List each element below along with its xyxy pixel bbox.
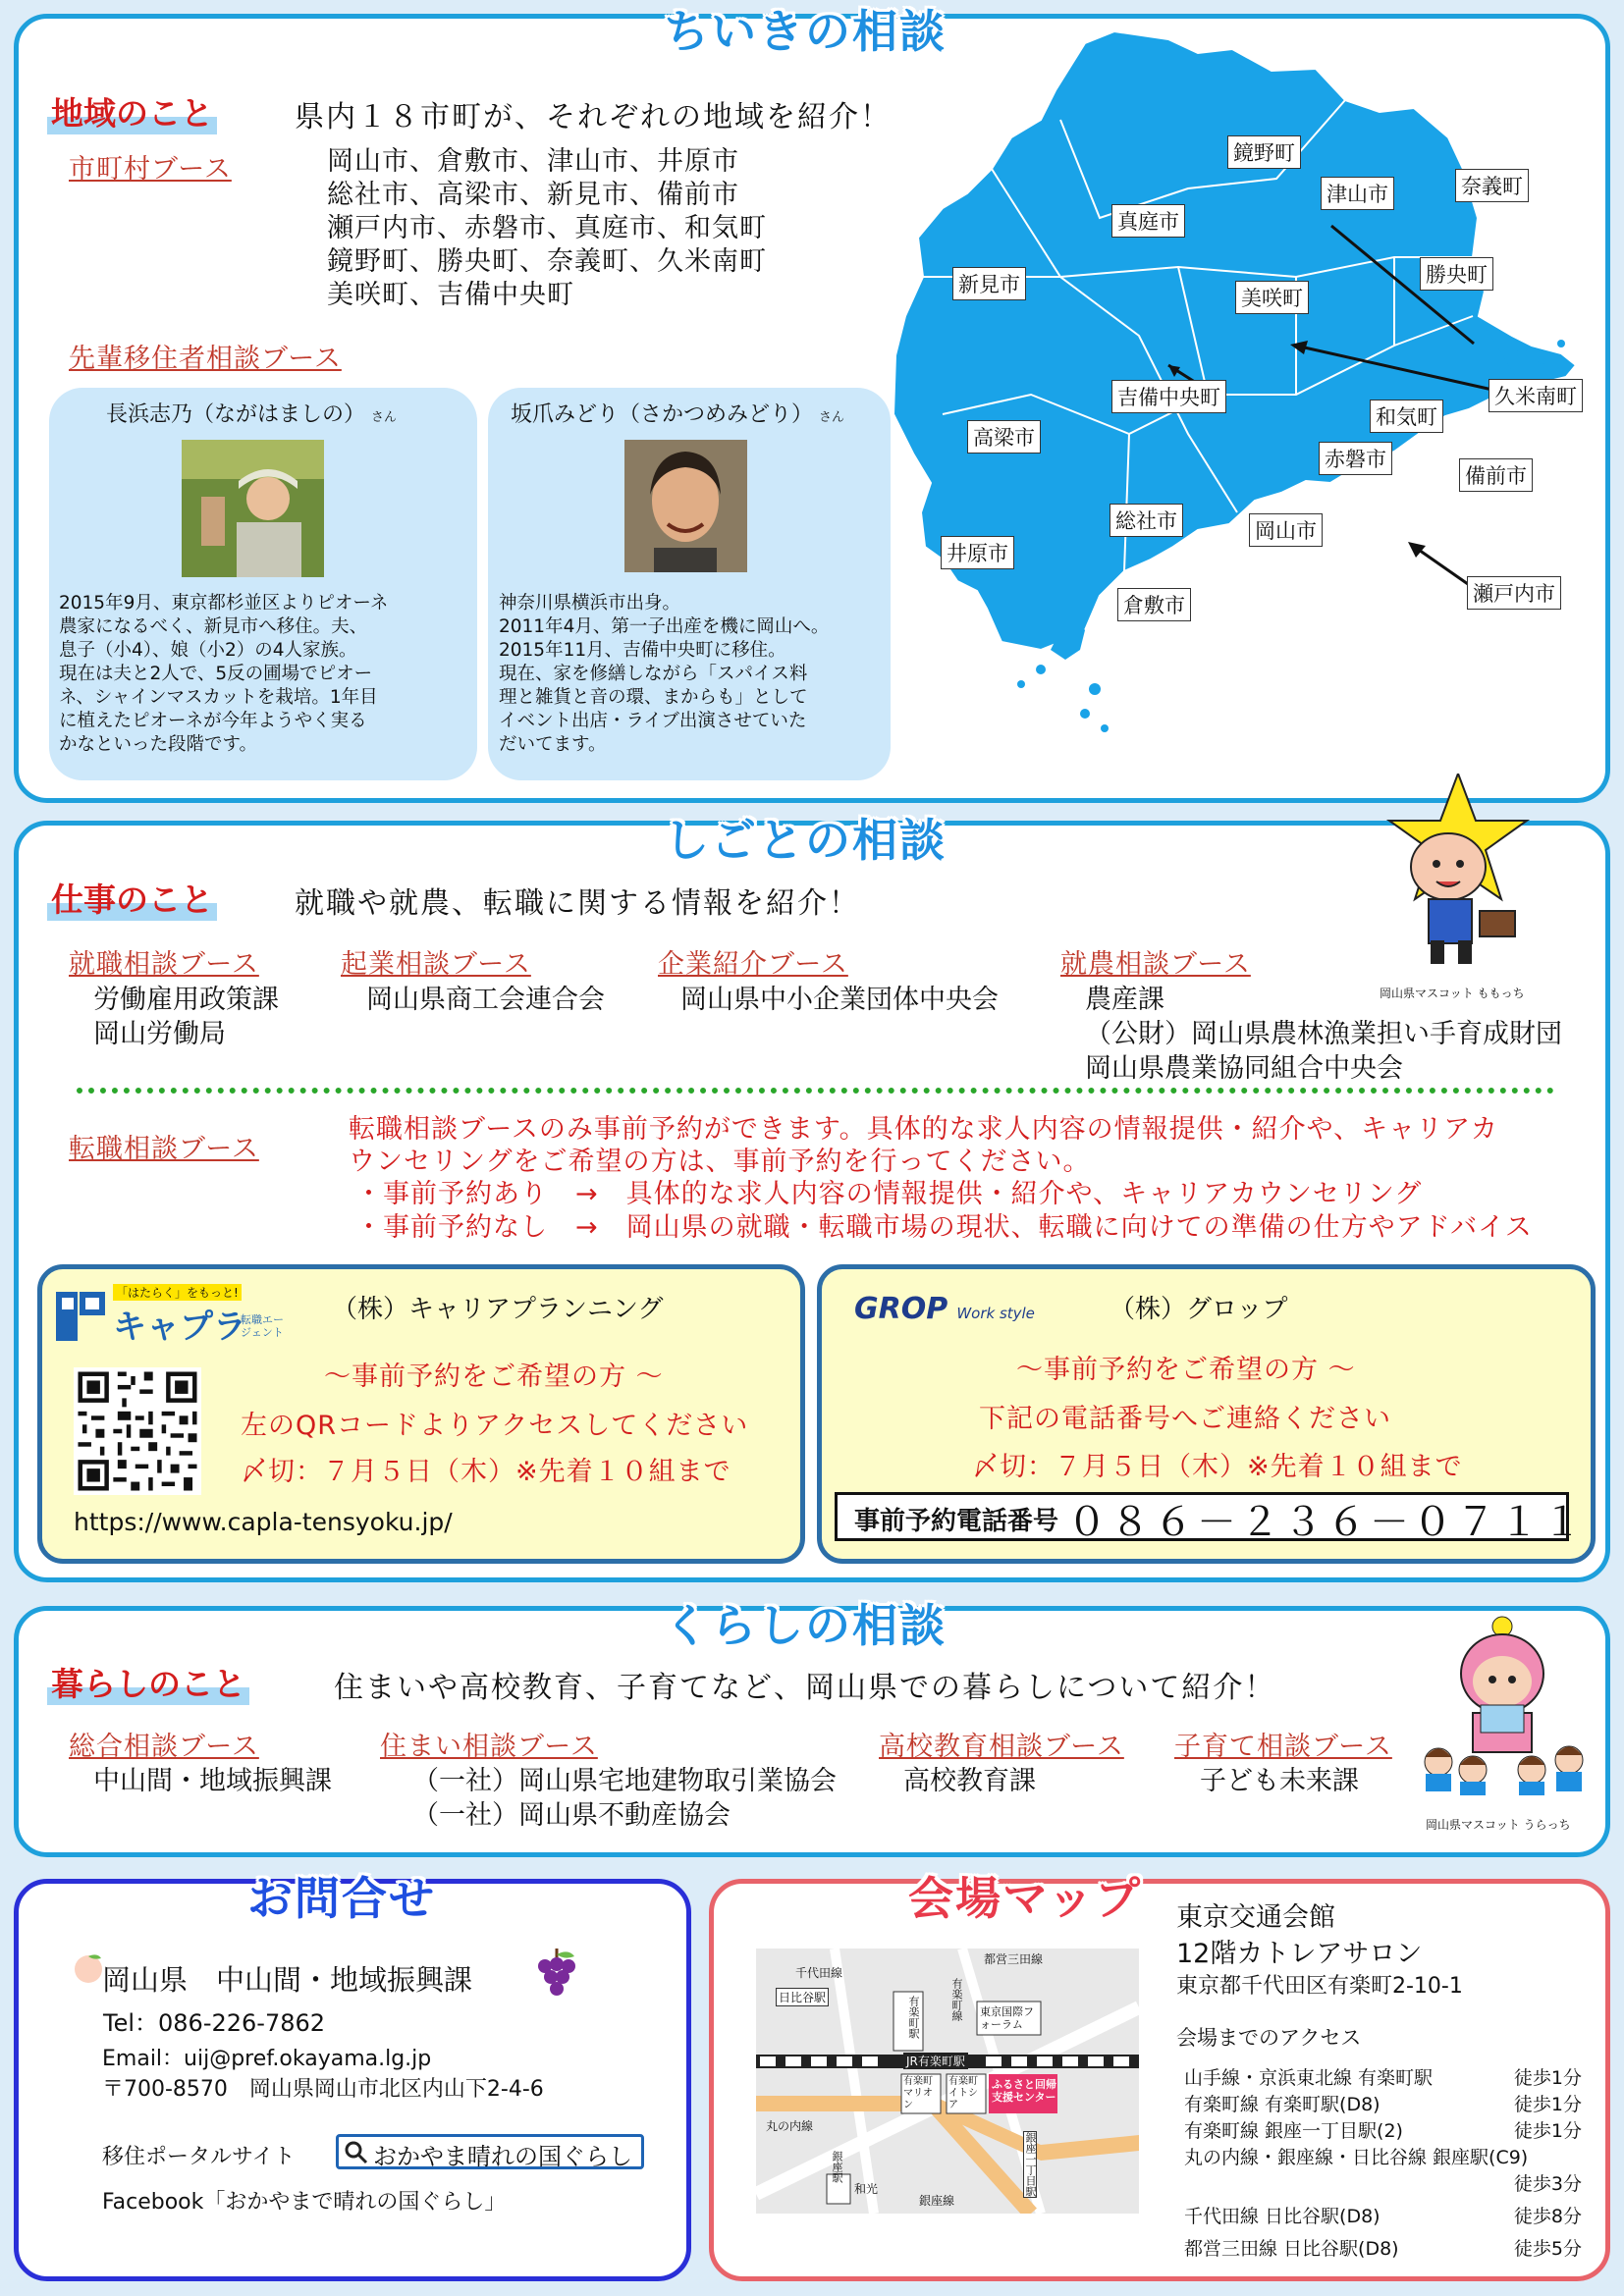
bio-line: 2015年11月、吉備中央町に移住。 xyxy=(499,640,786,661)
municipality-line: 岡山市、倉敷市、津山市、井原市 xyxy=(327,146,739,177)
photo-sakatsume xyxy=(624,440,747,572)
bio-line: 現在は夫と2人で、5反の圃場でピオー xyxy=(59,664,373,684)
career-change-note: 転職相談ブースのみ事前予約ができます。具体的な求人内容の情報提供・紹介や、キャリアカ xyxy=(349,1114,1498,1145)
mascot-momocchi xyxy=(1370,774,1546,975)
map-chiyoda: 千代田線 xyxy=(795,1966,843,1980)
map-label-soja: 総社市 xyxy=(1110,504,1183,537)
access-walk: 徒歩1分 xyxy=(1513,2094,1582,2115)
booth-org: 中山間・地域振興課 xyxy=(93,1766,332,1796)
map-label-ibara: 井原市 xyxy=(941,536,1014,569)
venue-map xyxy=(756,1949,1139,2214)
map-label-misaki: 美咲町 xyxy=(1235,281,1309,314)
access-line: 千代田線 日比谷駅(D8) xyxy=(1184,2206,1380,2227)
mascot-caption: 岡山県マスコット うらっち xyxy=(1426,1818,1571,1832)
booth-municipalities: 市町村ブース xyxy=(69,154,232,185)
venue-address: 東京都千代田区有楽町2-10-1 xyxy=(1176,1974,1463,1999)
access-line: 有楽町線 銀座一丁目駅(2) xyxy=(1184,2120,1403,2142)
mascot-uracchi xyxy=(1414,1615,1596,1796)
search-icon xyxy=(344,2140,369,2165)
grop-logo xyxy=(854,1292,1035,1326)
person-bio xyxy=(59,592,388,757)
booth-employment: 就職相談ブース xyxy=(69,949,259,980)
work-section-title: しごとの相談 xyxy=(664,814,947,867)
contact-section-title: お問合せ xyxy=(247,1872,436,1925)
capla-logo xyxy=(56,1284,292,1345)
bio-line: イベント出店・ライブ出演させていた xyxy=(499,711,807,731)
bio-line: 息子（小4）、娘（小2）の4人家族。 xyxy=(59,640,357,661)
grop-logo-sub: Work style xyxy=(956,1305,1035,1322)
access-row xyxy=(1184,2202,1582,2234)
map-marion: 有楽町マリオン xyxy=(903,2076,933,2110)
grop-deadline: 〆切：７月５日（木）※先着１０組まで xyxy=(972,1452,1463,1482)
booth-childcare: 子育て相談ブース xyxy=(1174,1732,1392,1762)
bio-line: に植えたピオーネが今年ようやく実る xyxy=(59,711,367,731)
grop-phone-number[interactable]: ０８６－２３６－０７１１ xyxy=(1067,1500,1586,1545)
map-marunouchi: 丸の内線 xyxy=(766,2119,814,2133)
map-label-wake: 和気町 xyxy=(1370,400,1443,433)
map-ginza-st: 銀座駅 xyxy=(831,2151,843,2183)
booth-general: 総合相談ブース xyxy=(69,1732,259,1762)
map-label-niimi: 新見市 xyxy=(952,267,1026,300)
map-label-maniwa: 真庭市 xyxy=(1111,204,1185,238)
map-label-kurashiki: 倉敷市 xyxy=(1117,588,1191,621)
access-line: 都営三田線 日比谷駅(D8) xyxy=(1184,2238,1399,2260)
bio-line: 農家になるべく、新見市へ移住。夫、 xyxy=(59,616,368,637)
booth-highschool: 高校教育相談ブース xyxy=(879,1732,1124,1762)
grape-icon xyxy=(533,1947,577,2001)
access-row xyxy=(1184,2063,1582,2090)
booth-senior-migrants: 先輩移住者相談ブース xyxy=(69,344,342,374)
region-lead: 県内１８市町が、それぞれの地域を紹介！ xyxy=(295,100,892,134)
map-yurakucho-st: 有楽町駅 xyxy=(907,1996,920,2039)
venue-name: 東京交通会館 xyxy=(1176,1902,1335,1933)
access-row xyxy=(1184,2116,1582,2143)
access-list xyxy=(1184,2063,1582,2267)
map-label-bizen: 備前市 xyxy=(1459,458,1533,492)
booth-org: （一社）岡山県不動産協会 xyxy=(412,1800,731,1831)
map-label-kibichuo: 吉備中央町 xyxy=(1111,380,1226,413)
booth-org: 農産課 xyxy=(1085,985,1164,1015)
booth-company: 企業紹介ブース xyxy=(658,949,848,980)
grop-company: （株）グロップ xyxy=(1110,1295,1288,1324)
person-name-text: 長浜志乃（ながはましの） xyxy=(106,402,366,427)
bio-line: ネ、シャインマスカットを栽培。1年目 xyxy=(59,687,378,708)
map-label-shoo: 勝央町 xyxy=(1420,257,1493,291)
contact-address: 〒700-8570 岡山県岡山市北区内山下2-4-6 xyxy=(102,2077,544,2102)
map-mita: 都営三田線 xyxy=(984,1952,1044,1966)
booth-startup: 起業相談ブース xyxy=(341,949,531,980)
venue-section-title: 会場マップ xyxy=(908,1872,1143,1925)
grop-reserve-title: ～事前予約をご希望の方 ～ xyxy=(1016,1355,1356,1385)
booth-housing: 住まい相談ブース xyxy=(380,1732,598,1762)
bio-line: 理と雑貨と音の環、まからも」として xyxy=(499,687,808,708)
work-heading: 仕事のこと xyxy=(47,875,217,921)
booth-org: （一社）岡山県宅地建物取引業協会 xyxy=(412,1766,837,1796)
venue-room: 12階カトレアサロン xyxy=(1176,1939,1423,1969)
access-row xyxy=(1184,2234,1582,2267)
capla-logo-mark-icon xyxy=(56,1292,105,1341)
person-bio xyxy=(499,592,829,757)
contact-tel[interactable]: Tel：086-226-7862 xyxy=(103,2009,326,2037)
arrow-kumenan-icon xyxy=(1286,339,1502,398)
booth-farming: 就農相談ブース xyxy=(1060,949,1251,980)
career-change-note: ・事前予約あり → 具体的な求人内容の情報提供・紹介や、キャリアカウンセリング xyxy=(355,1179,1423,1209)
capla-deadline: 〆切：７月５日（木）※先着１０組まで xyxy=(241,1457,731,1487)
capla-url-link[interactable]: https://www.capla-tensyoku.jp/ xyxy=(74,1508,453,1536)
mascot-caption: 岡山県マスコット ももっち xyxy=(1380,987,1525,1000)
grop-logo-main: GROP xyxy=(854,1292,948,1326)
capla-logo-small: 「はたらく」をもっと! xyxy=(113,1284,242,1301)
municipality-list xyxy=(327,145,767,312)
access-row xyxy=(1184,2169,1582,2202)
map-label-okayama: 岡山市 xyxy=(1249,513,1323,547)
facebook-link[interactable]: Facebook「おかやまで晴れの国ぐらし」 xyxy=(102,2190,507,2215)
map-label-akaiwa: 赤磐市 xyxy=(1319,442,1392,475)
bio-line: 神奈川県横浜市出身。 xyxy=(499,593,681,614)
map-wako: 和光 xyxy=(854,2182,879,2196)
qr-code-icon[interactable] xyxy=(74,1367,201,1495)
municipality-line: 瀬戸内市、赤磐市、真庭市、和気町 xyxy=(327,213,767,243)
municipality-line: 鏡野町、勝央町、奈義町、久米南町 xyxy=(327,246,767,277)
booth-org: 岡山労働局 xyxy=(93,1019,226,1049)
map-ginza1-st: 銀座一丁目駅 xyxy=(1024,2132,1037,2197)
access-row xyxy=(1184,2090,1582,2116)
peach-icon xyxy=(72,1950,105,1984)
arrow-setouchi-icon xyxy=(1404,540,1473,589)
map-label-kagamino: 鏡野町 xyxy=(1227,135,1301,169)
map-ginza-line: 銀座線 xyxy=(919,2194,955,2208)
map-forum: 東京国際フォーラム xyxy=(980,2005,1034,2031)
municipality-line: 美咲町、吉備中央町 xyxy=(327,280,574,310)
booth-org: 岡山県農業協同組合中央会 xyxy=(1085,1053,1403,1084)
booth-org: 高校教育課 xyxy=(903,1766,1036,1796)
access-walk: 徒歩3分 xyxy=(1513,2173,1582,2195)
capla-reserve-instruction: 左のQRコードよりアクセスしてください xyxy=(241,1411,749,1441)
capla-logo-sub: 転職エージェント xyxy=(241,1313,284,1339)
region-heading: 地域のこと xyxy=(47,88,217,134)
work-lead: 就職や就農、転職に関する情報を紹介！ xyxy=(295,886,860,921)
map-label-tsuyama: 津山市 xyxy=(1321,177,1394,210)
life-heading: 暮らしのこと xyxy=(47,1659,249,1705)
person-name xyxy=(511,398,844,428)
bio-line: 2011年4月、第一子出産を機に岡山へ。 xyxy=(499,616,830,637)
capla-company: （株）キャリアプランニング xyxy=(332,1295,664,1324)
photo-nagahama xyxy=(182,440,324,577)
booth-org: 労働雇用政策課 xyxy=(93,985,279,1015)
career-change-note: ウンセリングをご希望の方は、事前予約を行ってください。 xyxy=(349,1147,1091,1177)
booth-org: 岡山県中小企業団体中央会 xyxy=(680,985,999,1015)
contact-email[interactable]: Email：uij@pref.okayama.lg.jp xyxy=(102,2047,432,2071)
capla-logo-main: キャプラ xyxy=(113,1308,246,1347)
map-label-kumenan: 久米南町 xyxy=(1489,379,1583,412)
access-line: 山手線・京浜東北線 有楽町駅 xyxy=(1184,2067,1434,2089)
person-name xyxy=(106,398,397,428)
map-furusato-center: ふるさと回帰支援センター xyxy=(992,2078,1056,2104)
grop-reserve-instruction: 下記の電話番号へご連絡ください xyxy=(979,1404,1391,1434)
access-walk: 徒歩5分 xyxy=(1513,2238,1582,2260)
access-walk: 徒歩1分 xyxy=(1513,2120,1582,2142)
honorific: さん xyxy=(371,410,398,425)
region-section-title: ちいきの相談 xyxy=(664,5,947,58)
bio-line: 2015年9月、東京都杉並区よりピオーネ xyxy=(59,593,389,614)
map-label-setouchi: 瀬戸内市 xyxy=(1467,576,1561,610)
contact-org: 岡山県 中山間・地域振興課 xyxy=(102,1963,473,1997)
access-line: 有楽町線 有楽町駅(D8) xyxy=(1184,2094,1380,2115)
access-row xyxy=(1184,2143,1582,2169)
booth-career-change: 転職相談ブース xyxy=(69,1134,259,1164)
capla-reserve-title: ～事前予約をご希望の方 ～ xyxy=(324,1362,664,1392)
portal-label: 移住ポータルサイト xyxy=(102,2145,296,2169)
booth-org: 子ども未来課 xyxy=(1200,1766,1359,1796)
career-change-note: ・事前予約なし → 岡山県の就職・転職市場の現状、転職に向けての準備の仕方やアドバイス xyxy=(355,1212,1533,1243)
access-walk: 徒歩1分 xyxy=(1513,2067,1582,2089)
bio-line: 現在、家を修繕しながら「スパイス料 xyxy=(499,664,808,684)
access-walk: 徒歩8分 xyxy=(1513,2206,1582,2227)
booth-org: 岡山県商工会連合会 xyxy=(366,985,605,1015)
access-line: 丸の内線・銀座線・日比谷線 銀座駅(C9) xyxy=(1184,2147,1529,2168)
life-section-title: くらしの相談 xyxy=(664,1599,947,1652)
booth-org: （公財）岡山県農林漁業担い手育成財団 xyxy=(1085,1019,1562,1049)
map-label-nagi: 奈義町 xyxy=(1455,169,1529,202)
life-lead: 住まいや高校教育、子育てなど、岡山県での暮らしについて紹介！ xyxy=(334,1671,1276,1705)
honorific: さん xyxy=(819,410,845,425)
bio-line: かなといった段階です。 xyxy=(59,734,258,755)
map-yurakucho-line: 有楽町線 xyxy=(950,1978,963,2021)
access-title: 会場までのアクセス xyxy=(1176,2026,1362,2050)
grop-phone-label: 事前予約電話番号 xyxy=(854,1507,1059,1536)
map-hibiya-st: 日比谷駅 xyxy=(776,1988,829,2006)
person-name-text: 坂爪みどり（さかつめみどり） xyxy=(511,402,814,427)
map-itocia: 有楽町イトシア xyxy=(948,2076,978,2110)
map-jr-station: JR有楽町駅 xyxy=(903,2053,968,2069)
dotted-divider xyxy=(77,1088,1554,1094)
portal-search-text: おかやま晴れの国ぐらし xyxy=(373,2143,632,2170)
map-label-takahashi: 高梁市 xyxy=(967,420,1041,454)
bio-line: だいてます。 xyxy=(499,734,607,755)
municipality-line: 総社市、高梁市、新見市、備前市 xyxy=(327,180,739,210)
